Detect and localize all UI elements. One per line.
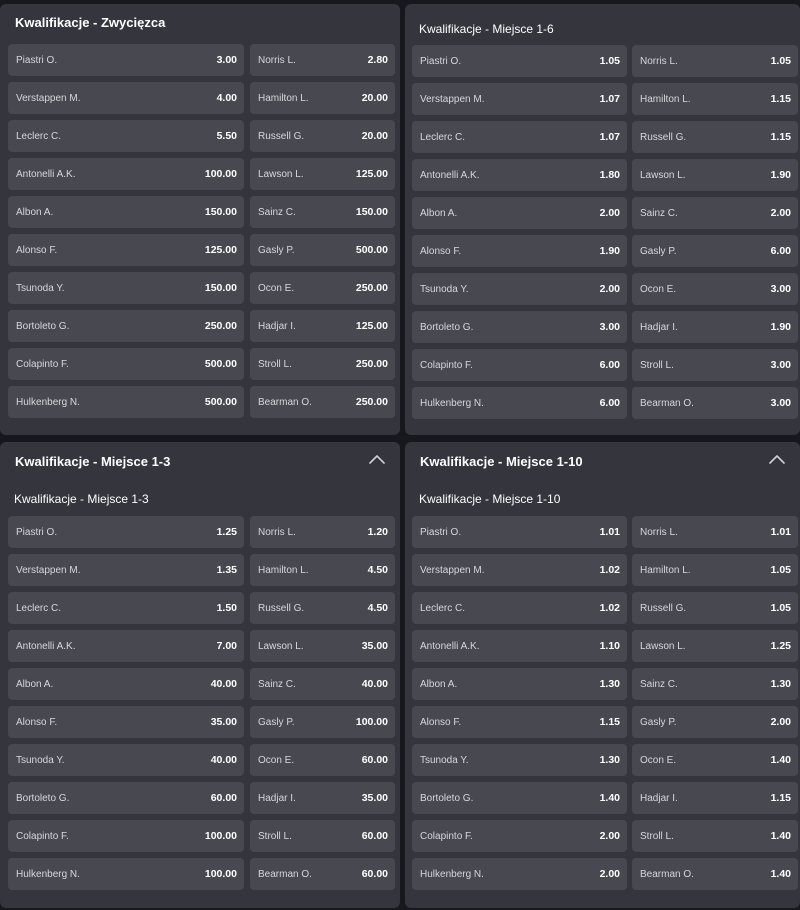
- odds-button[interactable]: [8, 668, 244, 700]
- odds-value: 4.50: [367, 602, 388, 614]
- driver-name: Bortoleto G.: [16, 320, 70, 332]
- odds-value: 5.50: [216, 130, 237, 142]
- odds-button[interactable]: [8, 744, 244, 776]
- odds-value: 6.00: [770, 245, 791, 257]
- odds-button[interactable]: [632, 744, 798, 776]
- odds-button[interactable]: [250, 744, 395, 776]
- market-panel-winner: [0, 4, 400, 435]
- odds-button[interactable]: [412, 858, 627, 890]
- driver-name: Ocon E.: [640, 283, 677, 295]
- odds-button[interactable]: [250, 196, 395, 228]
- market-panel-top6: [405, 4, 800, 435]
- odds-value: 2.00: [599, 207, 620, 219]
- odds-value: 250.00: [355, 282, 388, 294]
- odds-button[interactable]: [250, 706, 395, 738]
- driver-name: Leclerc C.: [16, 602, 62, 614]
- odds-value: 1.15: [770, 792, 791, 804]
- odds-value: 60.00: [361, 754, 388, 766]
- odds-button[interactable]: [632, 273, 798, 305]
- odds-value: 1.25: [216, 526, 237, 538]
- odds-button[interactable]: [632, 159, 798, 191]
- odds-button[interactable]: [8, 592, 244, 624]
- odds-button[interactable]: [250, 158, 395, 190]
- driver-name: Tsunoda Y.: [16, 754, 65, 766]
- odds-value: 125.00: [355, 168, 388, 180]
- odds-value: 1.40: [770, 830, 791, 842]
- odds-value: 4.50: [367, 564, 388, 576]
- odds-value: 7.00: [216, 640, 237, 652]
- odds-value: 2.00: [599, 283, 620, 295]
- odds-value: 3.00: [599, 321, 620, 333]
- driver-name: Russell G.: [258, 602, 305, 614]
- driver-name: Sainz C.: [640, 678, 678, 690]
- driver-name: Norris L.: [258, 54, 296, 66]
- odds-value: 2.80: [367, 54, 388, 66]
- driver-name: Albon A.: [420, 678, 458, 690]
- driver-name: Alonso F.: [420, 245, 462, 257]
- driver-name: Tsunoda Y.: [16, 282, 65, 294]
- odds-button[interactable]: [412, 387, 627, 419]
- driver-name: Sainz C.: [258, 206, 296, 218]
- driver-name: Albon A.: [420, 207, 458, 219]
- odds-button[interactable]: [8, 630, 244, 662]
- odds-value: 1.05: [599, 55, 620, 67]
- odds-value: 1.15: [599, 716, 620, 728]
- driver-name: Norris L.: [640, 526, 678, 538]
- driver-name: Colapinto F.: [420, 830, 473, 842]
- driver-name: Albon A.: [16, 206, 54, 218]
- driver-name: Hulkenberg N.: [16, 396, 80, 408]
- odds-button[interactable]: [8, 120, 244, 152]
- driver-name: Hadjar I.: [640, 792, 678, 804]
- odds-button[interactable]: [250, 234, 395, 266]
- odds-button[interactable]: [250, 592, 395, 624]
- odds-value: 1.30: [770, 678, 791, 690]
- odds-value: 40.00: [361, 678, 388, 690]
- odds-value: 1.40: [599, 792, 620, 804]
- odds-button[interactable]: [8, 272, 244, 304]
- driver-name: Bearman O.: [640, 868, 694, 880]
- market-subtitle: Kwalifikacje - Miejsce 1-10: [419, 492, 561, 506]
- odds-button[interactable]: [632, 197, 798, 229]
- odds-value: 1.35: [216, 564, 237, 576]
- odds-button[interactable]: [250, 668, 395, 700]
- odds-button[interactable]: [8, 706, 244, 738]
- odds-button[interactable]: [412, 235, 627, 267]
- odds-button[interactable]: [412, 782, 627, 814]
- odds-button[interactable]: [632, 349, 798, 381]
- odds-value: 150.00: [355, 206, 388, 218]
- odds-button[interactable]: [8, 820, 244, 852]
- odds-value: 1.90: [770, 321, 791, 333]
- odds-button[interactable]: [632, 235, 798, 267]
- driver-name: Tsunoda Y.: [420, 754, 469, 766]
- odds-button[interactable]: [412, 820, 627, 852]
- odds-value: 20.00: [361, 130, 388, 142]
- odds-value: 100.00: [204, 168, 237, 180]
- odds-button[interactable]: [8, 516, 244, 548]
- driver-name: Gasly P.: [640, 245, 677, 257]
- driver-name: Hulkenberg N.: [420, 868, 484, 880]
- driver-name: Hadjar I.: [258, 320, 296, 332]
- odds-value: 250.00: [204, 320, 237, 332]
- driver-name: Hadjar I.: [640, 321, 678, 333]
- odds-button[interactable]: [632, 668, 798, 700]
- odds-value: 100.00: [204, 830, 237, 842]
- odds-value: 60.00: [361, 868, 388, 880]
- odds-grid: [8, 44, 395, 418]
- odds-value: 3.00: [770, 359, 791, 371]
- odds-button[interactable]: [632, 516, 798, 548]
- odds-button[interactable]: [412, 744, 627, 776]
- odds-value: 1.07: [599, 131, 620, 143]
- driver-name: Sainz C.: [640, 207, 678, 219]
- odds-value: 1.30: [599, 754, 620, 766]
- odds-button[interactable]: [632, 782, 798, 814]
- odds-value: 35.00: [210, 716, 237, 728]
- odds-grid: [412, 45, 798, 419]
- driver-name: Antonelli A.K.: [16, 168, 76, 180]
- driver-name: Stroll L.: [640, 830, 674, 842]
- driver-name: Hadjar I.: [258, 792, 296, 804]
- driver-name: Lawson L.: [640, 640, 686, 652]
- odds-button[interactable]: [8, 782, 244, 814]
- driver-name: Bortoleto G.: [420, 321, 474, 333]
- odds-value: 1.01: [770, 526, 791, 538]
- odds-value: 1.30: [599, 678, 620, 690]
- odds-value: 1.80: [599, 169, 620, 181]
- odds-button[interactable]: [250, 630, 395, 662]
- driver-name: Russell G.: [640, 602, 687, 614]
- driver-name: Leclerc C.: [16, 130, 62, 142]
- driver-name: Stroll L.: [258, 830, 292, 842]
- odds-value: 150.00: [204, 282, 237, 294]
- odds-button[interactable]: [8, 234, 244, 266]
- driver-name: Piastri O.: [16, 54, 58, 66]
- odds-button[interactable]: [632, 820, 798, 852]
- odds-button[interactable]: [250, 310, 395, 342]
- driver-name: Alonso F.: [16, 244, 58, 256]
- odds-value: 1.15: [770, 131, 791, 143]
- odds-value: 250.00: [355, 358, 388, 370]
- odds-grid: [412, 516, 798, 890]
- odds-value: 1.05: [770, 602, 791, 614]
- odds-button[interactable]: [412, 121, 627, 153]
- odds-button[interactable]: [632, 83, 798, 115]
- driver-name: Lawson L.: [640, 169, 686, 181]
- driver-name: Verstappen M.: [16, 92, 81, 104]
- driver-name: Norris L.: [640, 55, 678, 67]
- odds-value: 1.01: [599, 526, 620, 538]
- odds-value: 1.02: [599, 564, 620, 576]
- odds-button[interactable]: [412, 349, 627, 381]
- driver-name: Stroll L.: [640, 359, 674, 371]
- driver-name: Alonso F.: [420, 716, 462, 728]
- driver-name: Hulkenberg N.: [16, 868, 80, 880]
- odds-button[interactable]: [250, 348, 395, 380]
- odds-value: 1.02: [599, 602, 620, 614]
- driver-name: Hamilton L.: [640, 93, 691, 105]
- odds-value: 500.00: [204, 358, 237, 370]
- odds-button[interactable]: [412, 159, 627, 191]
- chevron-up-icon[interactable]: [368, 453, 386, 467]
- odds-value: 3.00: [216, 54, 237, 66]
- driver-name: Russell G.: [258, 130, 305, 142]
- odds-value: 3.00: [770, 283, 791, 295]
- odds-button[interactable]: [632, 592, 798, 624]
- odds-value: 150.00: [204, 206, 237, 218]
- driver-name: Norris L.: [258, 526, 296, 538]
- odds-button[interactable]: [412, 592, 627, 624]
- odds-button[interactable]: [250, 44, 395, 76]
- driver-name: Colapinto F.: [16, 830, 69, 842]
- odds-button[interactable]: [8, 858, 244, 890]
- driver-name: Leclerc C.: [420, 131, 466, 143]
- odds-grid: [8, 516, 395, 890]
- odds-value: 125.00: [204, 244, 237, 256]
- driver-name: Bearman O.: [258, 396, 312, 408]
- driver-name: Piastri O.: [16, 526, 58, 538]
- odds-button[interactable]: [8, 44, 244, 76]
- odds-value: 1.40: [770, 754, 791, 766]
- driver-name: Albon A.: [16, 678, 54, 690]
- driver-name: Colapinto F.: [16, 358, 69, 370]
- odds-button[interactable]: [412, 83, 627, 115]
- odds-value: 1.07: [599, 93, 620, 105]
- odds-value: 125.00: [355, 320, 388, 332]
- odds-button[interactable]: [250, 554, 395, 586]
- odds-value: 2.00: [599, 830, 620, 842]
- driver-name: Russell G.: [640, 131, 687, 143]
- odds-value: 250.00: [355, 396, 388, 408]
- odds-value: 60.00: [210, 792, 237, 804]
- market-subtitle: Kwalifikacje - Miejsce 1-3: [14, 492, 149, 506]
- market-panel-top10: [405, 442, 800, 908]
- driver-name: Hamilton L.: [258, 92, 309, 104]
- odds-value: 20.00: [361, 92, 388, 104]
- odds-value: 1.05: [770, 55, 791, 67]
- odds-button[interactable]: [8, 554, 244, 586]
- driver-name: Bearman O.: [258, 868, 312, 880]
- odds-value: 40.00: [210, 678, 237, 690]
- driver-name: Gasly P.: [258, 244, 295, 256]
- driver-name: Leclerc C.: [420, 602, 466, 614]
- odds-button[interactable]: [8, 348, 244, 380]
- odds-button[interactable]: [412, 45, 627, 77]
- driver-name: Lawson L.: [258, 168, 304, 180]
- driver-name: Ocon E.: [640, 754, 677, 766]
- odds-value: 3.00: [770, 397, 791, 409]
- odds-value: 100.00: [355, 716, 388, 728]
- driver-name: Antonelli A.K.: [420, 640, 480, 652]
- odds-button[interactable]: [8, 310, 244, 342]
- odds-button[interactable]: [8, 82, 244, 114]
- driver-name: Ocon E.: [258, 282, 295, 294]
- driver-name: Verstappen M.: [420, 564, 485, 576]
- driver-name: Tsunoda Y.: [420, 283, 469, 295]
- odds-value: 1.20: [367, 526, 388, 538]
- driver-name: Verstappen M.: [420, 93, 485, 105]
- odds-button[interactable]: [250, 516, 395, 548]
- driver-name: Ocon E.: [258, 754, 295, 766]
- odds-button[interactable]: [632, 554, 798, 586]
- odds-value: 1.90: [770, 169, 791, 181]
- odds-button[interactable]: [412, 554, 627, 586]
- odds-value: 35.00: [361, 792, 388, 804]
- odds-button[interactable]: [412, 516, 627, 548]
- odds-value: 1.50: [216, 602, 237, 614]
- odds-value: 2.00: [770, 207, 791, 219]
- odds-value: 6.00: [599, 397, 620, 409]
- driver-name: Bortoleto G.: [16, 792, 70, 804]
- odds-value: 100.00: [204, 868, 237, 880]
- odds-value: 2.00: [770, 716, 791, 728]
- odds-button[interactable]: [8, 158, 244, 190]
- driver-name: Verstappen M.: [16, 564, 81, 576]
- market-title[interactable]: Kwalifikacje - Miejsce 1-3: [15, 454, 171, 469]
- driver-name: Sainz C.: [258, 678, 296, 690]
- driver-name: Gasly P.: [258, 716, 295, 728]
- odds-button[interactable]: [412, 311, 627, 343]
- odds-button[interactable]: [412, 197, 627, 229]
- odds-button[interactable]: [8, 196, 244, 228]
- driver-name: Stroll L.: [258, 358, 292, 370]
- odds-value: 500.00: [204, 396, 237, 408]
- odds-value: 6.00: [599, 359, 620, 371]
- odds-button[interactable]: [632, 630, 798, 662]
- odds-button[interactable]: [412, 668, 627, 700]
- odds-button[interactable]: [632, 45, 798, 77]
- odds-button[interactable]: [412, 706, 627, 738]
- odds-button[interactable]: [250, 120, 395, 152]
- odds-value: 4.00: [216, 92, 237, 104]
- odds-button[interactable]: [632, 706, 798, 738]
- odds-value: 35.00: [361, 640, 388, 652]
- driver-name: Bearman O.: [640, 397, 694, 409]
- odds-button[interactable]: [412, 273, 627, 305]
- market-title[interactable]: Kwalifikacje - Miejsce 1-10: [420, 454, 583, 469]
- odds-value: 1.10: [599, 640, 620, 652]
- odds-value: 1.25: [770, 640, 791, 652]
- driver-name: Alonso F.: [16, 716, 58, 728]
- driver-name: Hulkenberg N.: [420, 397, 484, 409]
- driver-name: Antonelli A.K.: [16, 640, 76, 652]
- driver-name: Hamilton L.: [258, 564, 309, 576]
- driver-name: Colapinto F.: [420, 359, 473, 371]
- odds-button[interactable]: [250, 272, 395, 304]
- driver-name: Gasly P.: [640, 716, 677, 728]
- odds-button[interactable]: [632, 121, 798, 153]
- odds-value: 1.15: [770, 93, 791, 105]
- odds-value: 1.90: [599, 245, 620, 257]
- odds-value: 1.05: [770, 564, 791, 576]
- odds-button[interactable]: [632, 858, 798, 890]
- odds-button[interactable]: [632, 387, 798, 419]
- odds-button[interactable]: [250, 820, 395, 852]
- driver-name: Piastri O.: [420, 55, 462, 67]
- odds-button[interactable]: [250, 858, 395, 890]
- odds-value: 500.00: [355, 244, 388, 256]
- odds-value: 60.00: [361, 830, 388, 842]
- chevron-up-icon[interactable]: [768, 453, 786, 467]
- market-subtitle: Kwalifikacje - Miejsce 1-6: [419, 22, 554, 36]
- odds-button[interactable]: [250, 782, 395, 814]
- driver-name: Piastri O.: [420, 526, 462, 538]
- odds-button[interactable]: [8, 386, 244, 418]
- market-panel-top3: [0, 442, 400, 908]
- odds-button[interactable]: [412, 630, 627, 662]
- odds-value: 1.40: [770, 868, 791, 880]
- odds-value: 2.00: [599, 868, 620, 880]
- driver-name: Antonelli A.K.: [420, 169, 480, 181]
- market-title: Kwalifikacje - Zwycięzca: [15, 15, 166, 30]
- odds-button[interactable]: [632, 311, 798, 343]
- odds-value: 40.00: [210, 754, 237, 766]
- driver-name: Lawson L.: [258, 640, 304, 652]
- driver-name: Hamilton L.: [640, 564, 691, 576]
- driver-name: Bortoleto G.: [420, 792, 474, 804]
- odds-button[interactable]: [250, 82, 395, 114]
- odds-button[interactable]: [250, 386, 395, 418]
